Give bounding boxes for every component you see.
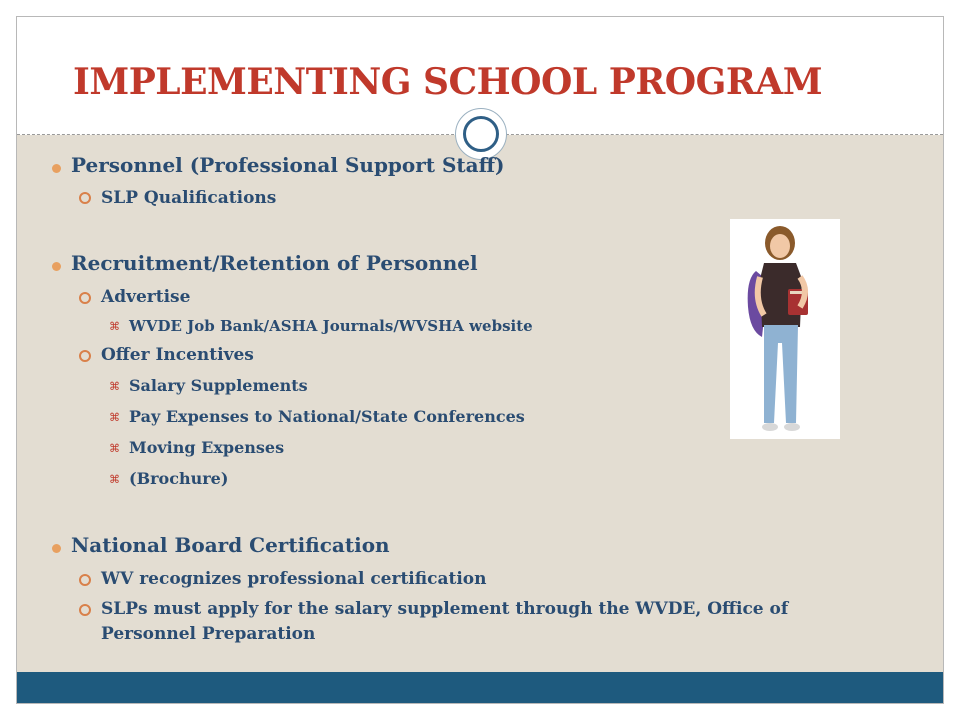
subitem-brochure: (Brochure) — [129, 469, 229, 488]
circle-bullet-icon — [79, 574, 91, 586]
bullet-icon — [52, 262, 61, 271]
item-wv-recognizes: WV recognizes professional certification — [101, 569, 487, 589]
slide — [16, 16, 944, 704]
student-girl-icon — [730, 219, 840, 439]
circle-bullet-icon — [79, 604, 91, 616]
student-photo — [730, 219, 840, 439]
circle-bullet-icon — [79, 292, 91, 304]
circle-bullet-icon — [79, 350, 91, 362]
item-slps-must-apply-line2: Personnel Preparation — [101, 624, 316, 644]
circle-bullet-icon — [79, 192, 91, 204]
section-heading-recruitment: Recruitment/Retention of Personnel — [71, 251, 478, 275]
cross-bullet-icon: ⌘ — [109, 320, 120, 333]
subitem-job-bank: WVDE Job Bank/ASHA Journals/WVSHA website — [129, 317, 533, 335]
subitem-pay-expenses: Pay Expenses to National/State Conferences — [129, 407, 525, 426]
cross-bullet-icon: ⌘ — [109, 411, 120, 424]
circle-ornament-inner — [463, 116, 499, 152]
section-heading-national-board: National Board Certification — [71, 533, 390, 557]
item-slps-must-apply: SLPs must apply for the salary supplement through the WVDE, Office of — [101, 599, 789, 619]
subitem-salary-supplements: Salary Supplements — [129, 376, 308, 395]
footer-bar — [17, 672, 943, 704]
bullet-icon — [52, 164, 61, 173]
slide-title: IMPLEMENTING SCHOOL PROGRAM — [73, 61, 823, 103]
subitem-moving-expenses: Moving Expenses — [129, 438, 285, 457]
item-offer-incentives: Offer Incentives — [101, 345, 254, 365]
item-slp-qualifications: SLP Qualifications — [101, 188, 277, 208]
cross-bullet-icon: ⌘ — [109, 380, 120, 393]
cross-bullet-icon: ⌘ — [109, 473, 120, 486]
section-heading-personnel: Personnel (Professional Support Staff) — [71, 153, 505, 177]
cross-bullet-icon: ⌘ — [109, 442, 120, 455]
bullet-icon — [52, 544, 61, 553]
item-advertise: Advertise — [101, 287, 191, 307]
